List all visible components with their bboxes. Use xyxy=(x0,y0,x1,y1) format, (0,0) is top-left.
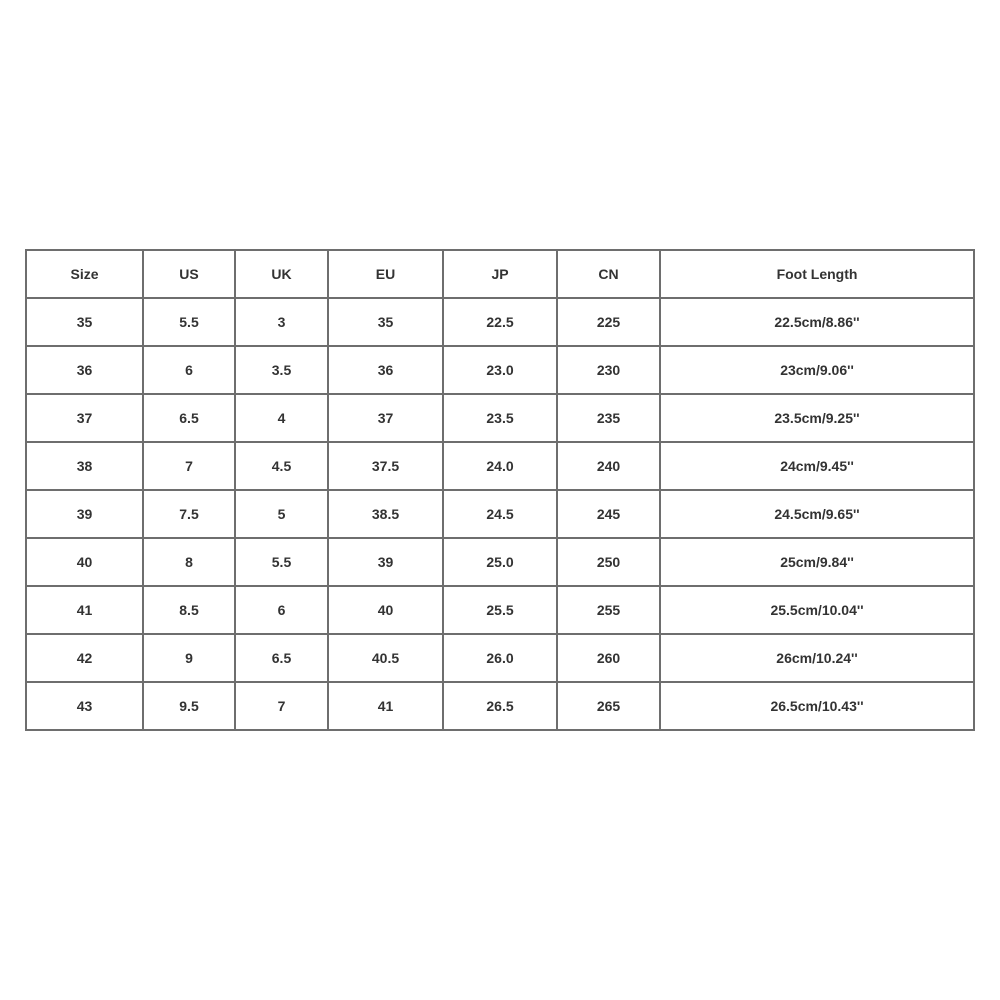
eu-cell: 37.5 xyxy=(328,442,443,490)
jp-cell: 24.0 xyxy=(443,442,557,490)
foot-length-cell: 22.5cm/8.86'' xyxy=(660,298,974,346)
table-row xyxy=(26,298,974,346)
eu-cell: 41 xyxy=(328,682,443,730)
jp-cell: 23.5 xyxy=(443,394,557,442)
eu-cell: 37 xyxy=(328,394,443,442)
table-header xyxy=(26,250,974,298)
eu-cell: 35 xyxy=(328,298,443,346)
cn-cell: 260 xyxy=(557,634,660,682)
cn-cell: 225 xyxy=(557,298,660,346)
foot-length-cell: 23cm/9.06'' xyxy=(660,346,974,394)
size-cell: 36 xyxy=(26,346,143,394)
size-cell: 35 xyxy=(26,298,143,346)
cn-cell: 230 xyxy=(557,346,660,394)
column-header-us: US xyxy=(143,250,235,298)
eu-cell: 36 xyxy=(328,346,443,394)
column-header-size: Size xyxy=(26,250,143,298)
cn-cell: 250 xyxy=(557,538,660,586)
jp-cell: 26.5 xyxy=(443,682,557,730)
us-cell: 7 xyxy=(143,442,235,490)
size-cell: 39 xyxy=(26,490,143,538)
column-header-uk: UK xyxy=(235,250,328,298)
table-row xyxy=(26,394,974,442)
size-cell: 38 xyxy=(26,442,143,490)
header-row xyxy=(26,250,974,298)
column-header-foot-length: Foot Length xyxy=(660,250,974,298)
jp-cell: 23.0 xyxy=(443,346,557,394)
foot-length-cell: 26cm/10.24'' xyxy=(660,634,974,682)
column-header-cn: CN xyxy=(557,250,660,298)
us-cell: 9.5 xyxy=(143,682,235,730)
uk-cell: 6 xyxy=(235,586,328,634)
uk-cell: 5.5 xyxy=(235,538,328,586)
foot-length-cell: 24cm/9.45'' xyxy=(660,442,974,490)
foot-length-cell: 25cm/9.84'' xyxy=(660,538,974,586)
table-row xyxy=(26,442,974,490)
uk-cell: 7 xyxy=(235,682,328,730)
foot-length-cell: 26.5cm/10.43'' xyxy=(660,682,974,730)
table-row xyxy=(26,634,974,682)
us-cell: 8 xyxy=(143,538,235,586)
column-header-jp: JP xyxy=(443,250,557,298)
jp-cell: 22.5 xyxy=(443,298,557,346)
us-cell: 6.5 xyxy=(143,394,235,442)
table-row xyxy=(26,346,974,394)
table-row xyxy=(26,538,974,586)
foot-length-cell: 24.5cm/9.65'' xyxy=(660,490,974,538)
cn-cell: 240 xyxy=(557,442,660,490)
eu-cell: 40 xyxy=(328,586,443,634)
size-cell: 40 xyxy=(26,538,143,586)
table-row xyxy=(26,490,974,538)
table-row xyxy=(26,682,974,730)
uk-cell: 4 xyxy=(235,394,328,442)
cn-cell: 265 xyxy=(557,682,660,730)
eu-cell: 40.5 xyxy=(328,634,443,682)
us-cell: 5.5 xyxy=(143,298,235,346)
jp-cell: 25.0 xyxy=(443,538,557,586)
us-cell: 7.5 xyxy=(143,490,235,538)
size-cell: 37 xyxy=(26,394,143,442)
size-cell: 42 xyxy=(26,634,143,682)
table-row xyxy=(26,586,974,634)
cn-cell: 255 xyxy=(557,586,660,634)
us-cell: 9 xyxy=(143,634,235,682)
eu-cell: 39 xyxy=(328,538,443,586)
eu-cell: 38.5 xyxy=(328,490,443,538)
uk-cell: 5 xyxy=(235,490,328,538)
table-body xyxy=(26,298,974,730)
jp-cell: 24.5 xyxy=(443,490,557,538)
foot-length-cell: 23.5cm/9.25'' xyxy=(660,394,974,442)
uk-cell: 3 xyxy=(235,298,328,346)
cn-cell: 245 xyxy=(557,490,660,538)
uk-cell: 4.5 xyxy=(235,442,328,490)
us-cell: 6 xyxy=(143,346,235,394)
us-cell: 8.5 xyxy=(143,586,235,634)
size-chart-table xyxy=(25,249,975,731)
size-cell: 43 xyxy=(26,682,143,730)
cn-cell: 235 xyxy=(557,394,660,442)
uk-cell: 3.5 xyxy=(235,346,328,394)
size-cell: 41 xyxy=(26,586,143,634)
jp-cell: 25.5 xyxy=(443,586,557,634)
jp-cell: 26.0 xyxy=(443,634,557,682)
column-header-eu: EU xyxy=(328,250,443,298)
foot-length-cell: 25.5cm/10.04'' xyxy=(660,586,974,634)
uk-cell: 6.5 xyxy=(235,634,328,682)
